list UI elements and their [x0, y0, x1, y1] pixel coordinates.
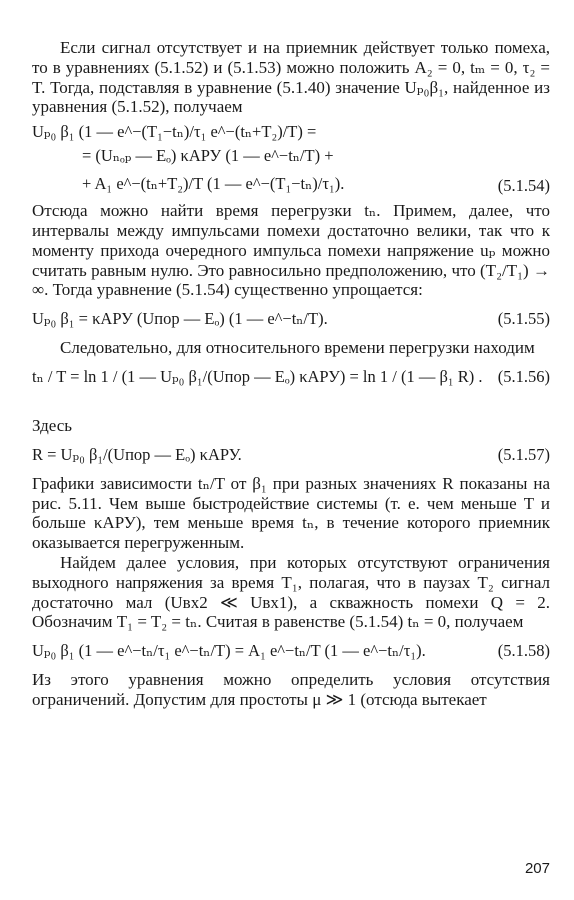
equation-number: (5.1.58): [497, 641, 550, 661]
paragraph-1: Если сигнал отсутствует и на приемник действует только помеха, то в уравнениях (5.1.52) и (5.1.53) можно положить A₂ = 0, tₘ = 0, τ₂ = T. Тогда, подставляя в уравнение (5.1.40) значение Uₚ₀β₁, найденное из уравнения (5.1.52), получаем: [32, 38, 550, 117]
paragraph-4: Здесь: [32, 415, 73, 435]
equation-body: R = Uₚ₀ β₁/(Uпор — Eₒ) κАРУ.: [32, 444, 242, 464]
equation-line: Uₚ₀ β₁ (1 — e^−(T₁−tₙ)/τ₁ e^−(tₙ+T₂)/T) =: [32, 122, 317, 142]
paragraph-3: Следовательно, для относительного времени перегрузки находим: [60, 338, 535, 358]
equation-line: = (Uₙₒₚ — Eₒ) κАРУ (1 — e^−tₙ/T) +: [82, 146, 334, 166]
paragraph-2: Отсюда можно найти время перегрузки tₙ. Примем, далее, что интервалы между импульсами помехи достаточно велики, так что к моменту прихода очередного импульса помехи напряжение uₚ можно считать равным нулю. Это равносильно предположению, что (T₂/T₁) → ∞. Тогда уравнение (5.1.54) существенно упрощается:: [32, 201, 550, 300]
equation-number: (5.1.55): [497, 309, 550, 329]
equation-5-1-55: [32, 300, 550, 338]
page-text: [32, 38, 550, 710]
paragraph-6: Найдем далее условия, при которых отсутствуют ограничения выходного напряжения за время T₁, полагая, что в паузах T₂ сигнал достаточно мал (Uвх2 ≪ Uвх1), а скважность помехи Q = 2. Обозначим T₁ = T₂ = tₙ. Считая в равенстве (5.1.54) tₙ = 0, получаем: [32, 552, 550, 632]
equation-5-1-57: [32, 436, 550, 474]
equation-5-1-56: [32, 358, 550, 416]
paragraph-7: Из этого уравнения можно определить условия отсутствия ограничений. Допустим для простоты μ ≫ 1 (отсюда вытекает: [32, 670, 550, 709]
paragraph-5: Графики зависимости tₙ/T от β₁ при разных значениях R показаны на рис. 5.11. Чем выше быстродействие системы (т. е. чем меньше T и больше κАРУ), тем меньше время tₙ, в течение которого приемник оказывается перегруженным.: [32, 473, 550, 553]
equation-number: (5.1.57): [497, 444, 550, 464]
equation-number: (5.1.54): [497, 176, 550, 196]
equation-body: Uₚ₀ β₁ = κАРУ (Uпор — Eₒ) (1 — e^−tₙ/T).: [32, 309, 328, 329]
equation-number: (5.1.56): [497, 366, 550, 386]
equation-line: + A₁ e^−(tₙ+T₂)/T (1 — e^−(T₁−tₙ)/τ₁).: [82, 174, 345, 194]
equation-body: tₙ / T = ln 1 / (1 — Uₚ₀ β₁/(Uпор — Eₒ) κАРУ) = ln 1 / (1 — β₁ R) .: [32, 366, 483, 386]
page-number: 207: [524, 860, 550, 877]
equation-body: Uₚ₀ β₁ (1 — e^−tₙ/τ₁ e^−tₙ/T) = A₁ e^−tₙ/T (1 — e^−tₙ/τ₁).: [32, 641, 426, 661]
equation-5-1-54: [32, 117, 550, 201]
equation-5-1-58: [32, 632, 550, 670]
